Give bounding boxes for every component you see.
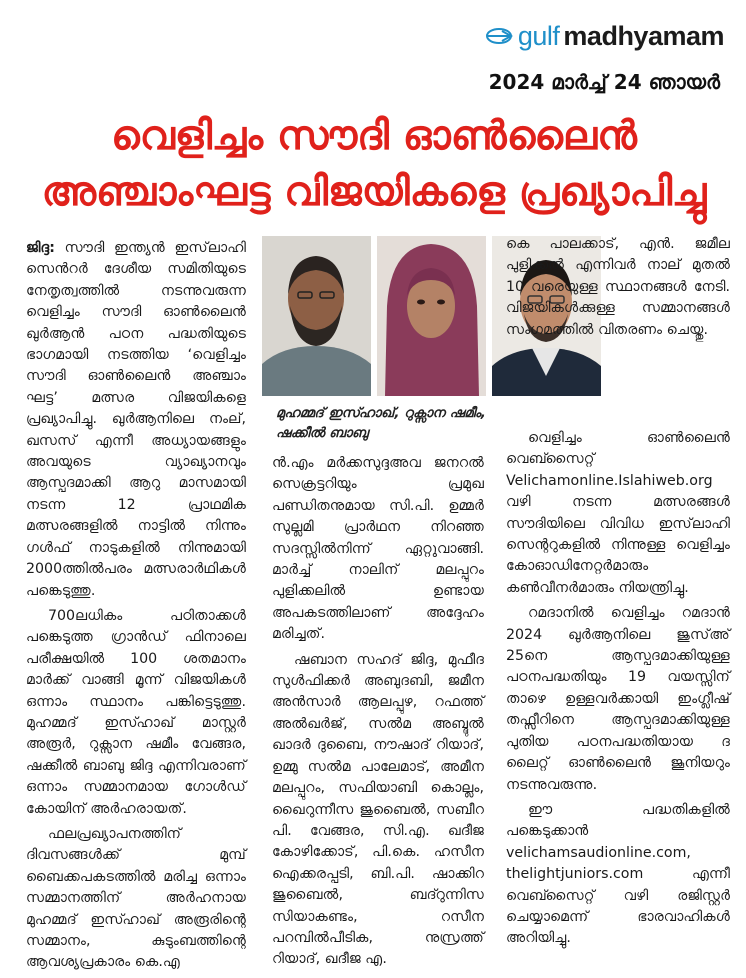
paragraph: ൻ.എം മർക്കസുദ്ദഅവ ജനറൽ സെക്രട്ടറിയും പ്രമുഖ പണ്ഡിതനുമായ സി.പി. ഉമ്മർ സുല്ലമി പ്രാർഥന നിറഞ്ഞ സദസ്സിൽനിന്ന് ഏറ്റുവാങ്ങി. മാർച്ച് നാലിന് മലപ്പുറം പുളിക്കലിൽ ഉണ്ടായ അപകടത്തിലാണ് അദ്ദേഹം മരിച്ചത്. <box>272 455 484 643</box>
paragraph <box>26 238 246 602</box>
masthead-madhyamam: madhyamam <box>563 20 724 51</box>
photo-caption: മുഹമ്മദ് ഇസ്ഹാഖ്, റുക്സാന ഷമീം, ഷക്കീൽ ബാബു <box>276 406 486 441</box>
masthead <box>484 16 724 56</box>
paragraph: ഫലപ്രഖ്യാപനത്തിന് ദിവസങ്ങൾക്ക് മുമ്പ് ബൈക്കപകടത്തിൽ മരിച്ച ഒന്നാം സമ്മാനത്തിന് അർഹനായ മുഹമ്മദ് ഇസ്ഹാഖ് അരൂരിന്റെ സമ്മാനം, കുടുംബത്തിന്റെ ആവശ്യപ്രകാരം കെ.എ <box>26 825 246 971</box>
headline-line-1: വെളിച്ചം സൗദി ഓൺലൈൻ <box>111 113 637 159</box>
photo-ruksana-shameem <box>377 236 486 396</box>
article-column-right <box>506 428 730 954</box>
article-column-left <box>26 238 246 978</box>
photo-muhammed-ishaq <box>262 236 371 396</box>
paragraph: ഈ പദ്ധതികളിൽ പങ്കെടുക്കാൻ velichamsaudionline.com, thelightjuniors.com എന്നീ വെബ്സൈറ്റ് വഴി രജിസ്റ്റർ ചെയ്യാമെന്ന് ഭാരവാഹികൾ അറിയിച്ചു. <box>506 801 730 947</box>
article-column-right-top <box>506 234 730 345</box>
paragraph: റമദാനിൽ വെളിച്ചം റമദാൻ 2024 ഖുർആനിലെ ജുസ്അ് 25നെ ആസ്പദമാക്കിയുള്ള പഠനപദ്ധതിയും 19 വയസ്സിന് താഴെ ഉള്ളവർക്കായി ഇംഗ്ലീഷ് തഫ്സീറിനെ ആസ്പദമാക്കിയുള്ള പുതിയ പഠനപദ്ധതിയായ ദ ലൈറ്റ് ഓൺലൈൻ ജൂനിയറും നടന്നുവരുന്നു. <box>506 605 730 793</box>
dateline: 2024 മാർച്ച് 24 ഞായർ <box>488 70 720 94</box>
paragraph: വെളിച്ചം ഓൺലൈൻ വെബ്സൈറ്റ് Velichamonline.Islahiweb.org വഴി നടന്ന മത്സരങ്ങൾ സൗദിയിലെ വിവിധ ഇസ്‌ലാഹി സെന്ററുകളിൽ നിന്നുള്ള വെളിച്ചം കോഓഡിനേറ്റർമാരും കൺവീനർമാരും നിയന്ത്രിച്ചു. <box>506 430 730 596</box>
dateline-lead: ജിദ്ദ: <box>26 240 55 256</box>
woman-portrait-icon <box>377 236 486 396</box>
headline-line-2: അഞ്ചാംഘട്ട വിജയികളെ പ്രഖ്യാപിച്ചു <box>41 169 707 215</box>
paragraph: കെ പാലക്കാട്, എൻ. ജമീല പുളിക്കൽ എന്നിവർ നാല് മുതൽ 10 വരെയുള്ള സ്ഥാനങ്ങൾ നേടി. വിജയികൾക്കുള്ള സമ്മാനങ്ങൾ സംഗമത്തിൽ വിതരണം ചെയ്തു. <box>506 236 730 338</box>
masthead-logo-icon <box>484 27 514 45</box>
masthead-gulf: gulf <box>517 20 560 51</box>
article-column-middle <box>272 453 484 975</box>
paragraph: ഷബാന സഹദ് ജിദ്ദ, മുഫീദ സുൾഫിക്കർ അബുദബി, ജമീന അൻസാർ ആലപ്പുഴ, റഫത്ത് അൽഖർജ്, സൽമ അബ്ദുൽ ഖാദർ ദുബൈ, നൗഷാദ് റിയാദ്, ഉമ്മു സൽമ പാലേമാട്, അമീന മലപ്പുറം, സഫിയാബി കൊല്ലം, ഖൈറുന്നീസ ജുബൈൽ, സബീറ പി. വേങ്ങര, സി.എ. ഖദീജ കോഴിക്കോട്, പി.കെ. ഹസീന ഐക്കരപ്പടി, ബി.പി. ഷാക്കിറ ജുബൈൽ, ബദ്റുന്നിസ സിയാകണ്ടം, റസീന പറമ്പിൽപീടിക, നുസ്രത്ത് റിയാദ്, ഖദീജ എ. <box>272 651 484 968</box>
man-portrait-icon <box>262 236 371 396</box>
headline <box>18 108 730 220</box>
paragraph-text: സൗദി ഇന്ത്യൻ ഇസ്‌ലാഹി സെൻറർ ദേശീയ സമിതിയുടെ നേതൃത്വത്തിൽ നടന്നുവരുന്ന വെളിച്ചം സൗദി ഓൺലൈൻ ഖുർആൻ പഠന പദ്ധതിയുടെ ഭാഗമായി നടത്തിയ ‘വെളിച്ചം സൗദി ഓൺലൈൻ അഞ്ചാം ഘട്ട’ മത്സര വിജയികളെ പ്രഖ്യാപിച്ചു. ഖുർആനിലെ നംല്, ഖസസ് എന്നീ അധ്യായങ്ങളും അവയുടെ വ്യാഖ്യാനവും ആസ്പദമാക്കി ആറു മാസമായി നടന്ന 12 പ്രാഥമിക മത്സരങ്ങളിൽ നാട്ടിൽ നിന്നും ഗൾഫ് നാടുകളിൽ നിന്നുമായി 2000ത്തിൽപരം മത്സരാർഥികൾ പങ്കെടുത്തു. <box>26 240 246 599</box>
paragraph: 700ലധികം പഠിതാക്കൾ പങ്കെടുത്ത ഗ്രാൻഡ് ഫിനാലെ പരീക്ഷയിൽ 100 ശതമാനം മാർക്ക് വാങ്ങി മൂന്ന് വിജയികൾ ഒന്നാം സ്ഥാനം പങ്കിട്ടെടുത്തു. മുഹമ്മദ് ഇസ്ഹാഖ് മാസ്റ്റർ അരൂർ, റുക്സാന ഷമീം വേങ്ങര, ഷക്കീൽ ബാബു ജിദ്ദ എന്നിവരാണ് ഒന്നാം സമ്മാനമായ ഗോൾഡ് കോയിന് അർഹരായത്. <box>26 607 246 817</box>
